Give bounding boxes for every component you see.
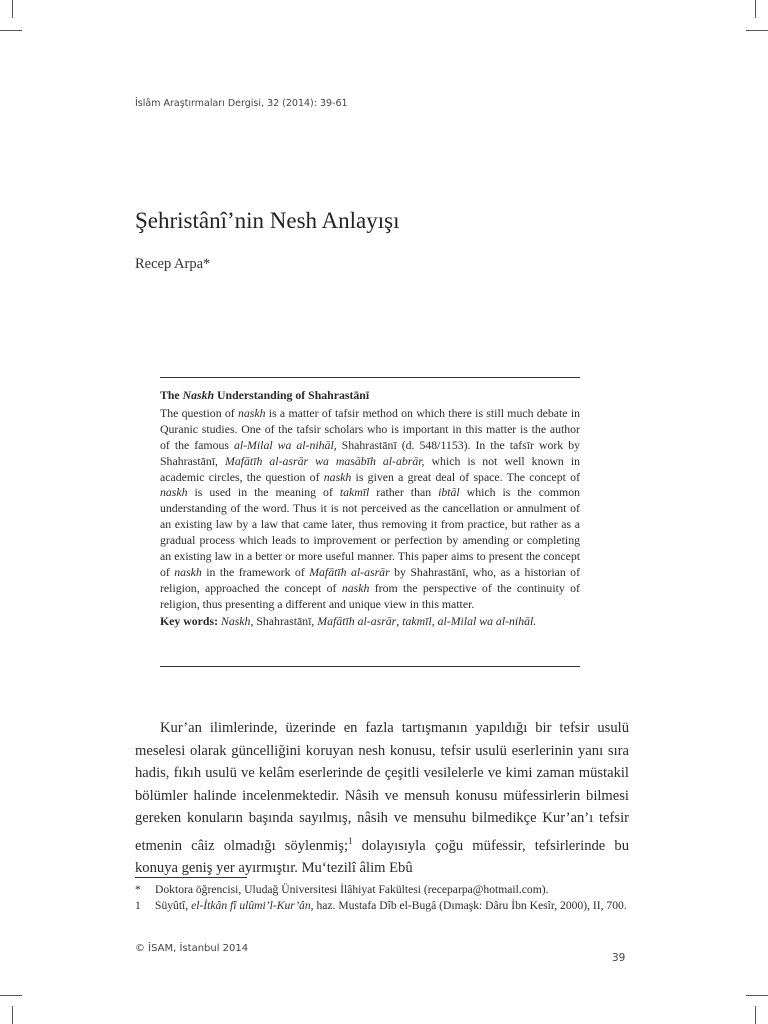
crop-mark-top-right — [755, 0, 756, 18]
body-paragraph — [135, 717, 629, 879]
copyright: © İSAM, İstanbul 2014 — [135, 943, 249, 954]
abstract-title-part: Naskh — [182, 388, 215, 402]
text-segment: by Shahrastānī, who, as a historian of religion, approached the concept of — [160, 564, 581, 595]
text-segment: al-Milal wa al-nihāl. — [437, 613, 537, 628]
text-segment: is given a great deal of space. The concept of — [351, 469, 580, 484]
text-segment: rather than — [369, 485, 439, 500]
author-name: Recep Arpa* — [135, 256, 211, 272]
crop-mark-top-left — [12, 0, 13, 18]
text-segment: ibtāl — [438, 485, 460, 500]
text-segment: , Shahrastānī, — [250, 613, 318, 628]
text-segment: The question of — [160, 405, 238, 420]
text-segment: in the framework of — [201, 564, 310, 579]
text-segment: Mafātīh al-asrār — [317, 613, 397, 628]
article-title: Şehristânî’nin Nesh Anlayışı — [135, 208, 400, 233]
text-segment: takmīl — [402, 613, 432, 628]
page-number: 39 — [612, 952, 626, 964]
footnote — [135, 898, 632, 914]
text-segment: naskh — [174, 564, 202, 579]
text-segment: al-Milal wa al-nihāl, — [233, 437, 337, 452]
text-segment: from the perspective of the continuity of religion, thus presenting a different and unique view in this matter. — [160, 580, 580, 611]
abstract-top-rule — [160, 377, 580, 378]
abstract-text — [160, 406, 580, 613]
body-text-part: Kur’an ilimlerinde, üzerinde en fazla tartışmanın yapıldığı bir tefsir usulü meselesi olarak güncelliğini koruyan nesh konusu, tefsir usulü eserlerinin yanı sıra hadis, fıkıh usulü ve kelâm eserlerinde de çeşitli vesilelerle ve kimi zaman müstakil bölümler halinde incelenmektedir. Nâsih ve mensuh konusu müfessirlerin bilmesi gereken konuların başında sayılmış, nâsih ve mensuhu bilmedikçe Kur’an’ı tefsir etmenin câiz olmadığı söylenmiş; — [135, 720, 629, 854]
text-segment: Naskh — [220, 613, 251, 628]
body-text-part: dolayısıyla çoğu müfessir, tefsirlerinde bu konuya geniş yer ayırmıştır. Mu‘tezilî âlim Ebû — [135, 837, 629, 876]
crop-mark-bottom-right — [755, 1006, 756, 1024]
footnote-mark: 1 — [135, 899, 141, 912]
text-segment: Mafātīh al-asrār — [309, 564, 390, 579]
text-segment: Doktora öğrencisi, Uludağ Üniversitesi İlâhiyat Fakültesi (receparpa@hotmail.com). — [155, 883, 549, 896]
text-segment: is a matter of tafsir method on which there is still much debate in Quranic studies. One of the tafsir scholars who is important in this matter is the author of the famous — [160, 405, 580, 452]
footnote-rule — [135, 877, 247, 878]
crop-mark-top-left-h — [0, 30, 22, 31]
text-segment: naskh — [160, 485, 188, 500]
abstract-title-part: Understanding of Shahrastānī — [214, 388, 370, 402]
text-segment: naskh — [323, 469, 352, 484]
text-segment: which is not well known in academic circles, the question of — [160, 453, 580, 484]
text-segment: , — [396, 613, 403, 628]
footnotes — [135, 882, 632, 914]
crop-mark-bottom-left-h — [0, 995, 22, 996]
text-segment: takmīl — [339, 485, 370, 500]
body-text — [135, 717, 629, 879]
crop-mark-bottom-left — [12, 1006, 13, 1024]
text-segment: , haz. Mustafa Dîb el-Bugâ (Dımaşk: Dâru İbn Kesîr, 2000), II, 700. — [310, 899, 627, 912]
footnote-ref[interactable]: 1 — [348, 835, 353, 846]
text-segment: el-İtkân fî ulûmi’l-Kur’ân — [191, 899, 311, 912]
footnote-text — [155, 882, 632, 898]
footnote-mark: * — [135, 883, 141, 896]
abstract-title-part: The — [160, 388, 183, 402]
crop-mark-top-right-h — [746, 30, 768, 31]
keywords-label: Key words: — [160, 613, 218, 628]
abstract-title — [160, 388, 580, 404]
text-segment: which is the common understanding of the word. Thus it is not perceived as the cancellation or annulment of an existing law by a law that came later, thus removing it from practice, but rather as a gradual process which leads to improvement or perfection by amending or completing an existing law in a better or more useful manner. This paper aims to present the concept of — [160, 485, 580, 579]
text-segment: , — [431, 613, 438, 628]
text-segment: is used in the meaning of — [187, 485, 340, 500]
crop-mark-bottom-right-h — [746, 995, 768, 996]
abstract — [160, 388, 580, 630]
text-segment: naskh — [237, 405, 266, 420]
abstract-bottom-rule — [160, 666, 580, 667]
footnote — [135, 882, 632, 898]
text-segment: Shahrastānī (d. 548/1153). In the tafsīr work by Shahrastānī, — [160, 437, 580, 468]
text-segment: naskh — [341, 580, 370, 595]
footnote-text — [155, 898, 632, 914]
text-segment: Mafātīh al-asrār wa masābīh al-abrār, — [225, 453, 425, 468]
abstract-keywords — [160, 614, 580, 630]
text-segment: Süyûtî, — [155, 899, 192, 912]
journal-header: İslâm Araştırmaları Dergisi, 32 (2014): 39-61 — [135, 98, 348, 109]
keywords-list — [218, 614, 536, 628]
